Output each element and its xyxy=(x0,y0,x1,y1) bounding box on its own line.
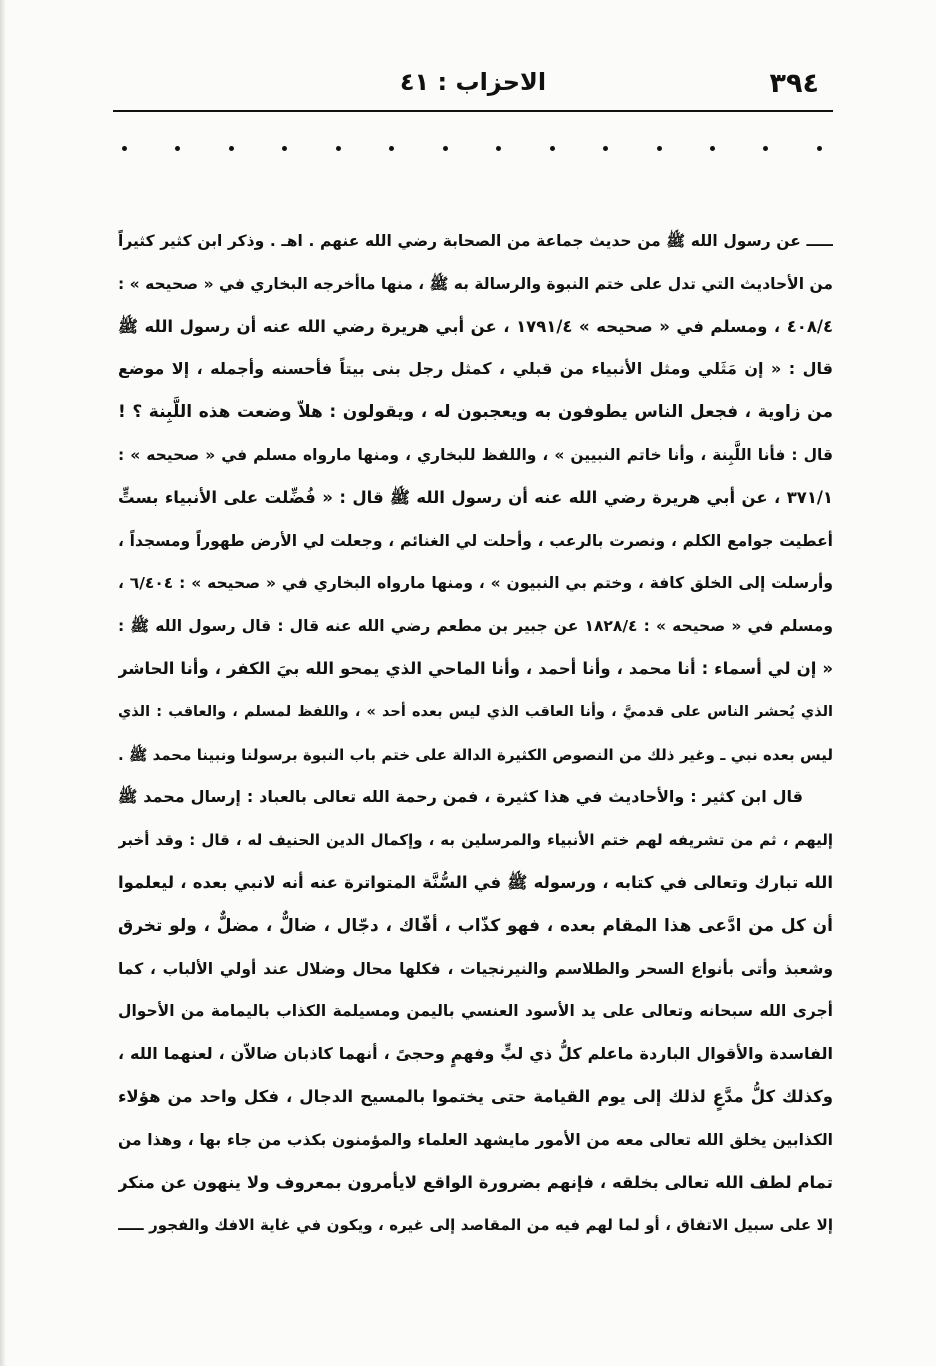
omission-dots xyxy=(122,146,822,151)
text-line: الله تبارك وتعالى في كتابه ، ورسوله ﷺ في السُّنَّة المتواترة عنه أنه لانبي بعده ، ليعلموا xyxy=(118,872,833,892)
text-line: ٤٠٨/٤ ، ومسلم في « صحيحه » ١٧٩١/٤ ، عن أبي هريرة رضي الله عنه أن رسول الله ﷺ xyxy=(118,316,833,336)
header-rule xyxy=(113,110,833,112)
text-line: الفاسدة والأقوال الباردة ماعلم كلُّ ذي لبٍّ وفهمٍ وحجىً ، أنهما كاذبان ضالاّن ، لعنهما الله ، xyxy=(118,1044,833,1064)
chapter-title: الاحزاب : ٤١ xyxy=(399,68,547,96)
dot-mark xyxy=(122,146,127,151)
dot-mark xyxy=(443,146,448,151)
page-header xyxy=(113,58,833,108)
text-line: الذي يُحشر الناس على قدميَّ ، وأنا العاقب الذي ليس بعده أحد » ، واللفظ لمسلم ، والعاقب : الذي xyxy=(118,703,833,720)
text-line: قال : فأنا اللَّبِنة ، وأنا خاتم النبيين » ، واللفظ للبخاري ، ومنها مارواه مسلم في « صحيحه » : xyxy=(118,445,833,464)
text-line: إليهم ، ثم من تشريفه لهم ختم الأنبياء والمرسلين به ، وإكمال الدين الحنيف له ، قال : وقد أخبر xyxy=(118,831,833,850)
dot-mark xyxy=(550,146,555,151)
dot-mark xyxy=(817,146,822,151)
text-line: ومسلم في « صحيحه » : ١٨٢٨/٤ عن جبير بن مطعم رضي الله عنه قال : قال رسول الله ﷺ : xyxy=(118,617,833,636)
text-line: من الأحاديث التي تدل على ختم النبوة والرسالة به ﷺ ، منها ماأخرجه البخاري في « صحيحه » : xyxy=(118,274,833,293)
text-line: وشعبذ وأتى بأنواع السحر والطلاسم والنيرنجيات ، فكلها محال وضلال عند أولي الألباب ، كما xyxy=(118,959,833,978)
dot-mark xyxy=(496,146,501,151)
dot-mark xyxy=(229,146,234,151)
dot-mark xyxy=(710,146,715,151)
text-line: الكذابين يخلق الله تعالى معه من الأمور مايشهد العلماء والمؤمنون بكذب من جاء بها ، وهذا من xyxy=(118,1130,833,1149)
text-line: ٣٧١/١ ، عن أبي هريرة رضي الله عنه أن رسول الله ﷺ قال : « فُضِّلت على الأنبياء بستٍّ xyxy=(118,487,833,507)
dot-mark xyxy=(336,146,341,151)
text-line: أن كل من ادَّعى هذا المقام بعده ، فهو كذّاب ، أفّاك ، دجّال ، ضالٌّ ، مضلٌّ ، ولو تخرق xyxy=(118,915,833,936)
text-line: أجرى الله سبحانه وتعالى على يد الأسود العنسي باليمن ومسيلمة الكذاب باليمامة من الأحوال xyxy=(118,1002,833,1021)
text-line: تمام لطف الله تعالى بخلقه ، فإنهم بضرورة الواقع لايأمرون بمعروف ولا ينهون عن منكر xyxy=(118,1172,833,1192)
body-text xyxy=(118,220,833,1247)
scan-edge-shadow xyxy=(0,0,6,1366)
text-line: من زاوية ، فجعل الناس يطوفون به ويعجبون له ، ويقولون : هلاّ وضعت هذه اللَّبِنة ؟ ! xyxy=(118,402,833,423)
text-line: ـــــ عن رسول الله ﷺ من حديث جماعة من الصحابة رضي الله عنهم . اهـ . وذكر ابن كثير كثيراً xyxy=(118,232,833,250)
dot-mark xyxy=(603,146,608,151)
dot-mark xyxy=(389,146,394,151)
text-line: وكذلك كلُّ مدَّعٍ لذلك إلى يوم القيامة حتى يختموا بالمسيح الدجال ، فكل واحد من هؤلاء xyxy=(118,1086,833,1106)
text-line: ليس بعده نبي ـ وغير ذلك من النصوص الكثيرة الدالة على ختم باب النبوة برسولنا ونبينا محمد ﷺ . xyxy=(118,745,833,764)
text-line: وأرسلت إلى الخلق كافة ، وختم بي النبيون » ، ومنها مارواه البخاري في « صحيحه » : ٦/٤٠٤ ، xyxy=(118,574,833,593)
text-line: قال : « إن مَثَلي ومثل الأنبياء من قبلي ، كمثل رجل بنى بيتاً فأحسنه وأجمله ، إلا موضع xyxy=(118,359,833,379)
dot-mark xyxy=(175,146,180,151)
page-number: ٣٩٤ xyxy=(769,68,819,99)
text-line: أعطيت جوامع الكلم ، ونصرت بالرعب ، وأحلت لي الغنائم ، وجعلت لي الأرض طهوراً ومسجداً ، xyxy=(118,531,833,550)
text-line: « إن لي أسماء : أنا محمد ، وأنا أحمد ، وأنا الماحي الذي يمحو الله بيَ الكفر ، وأنا الحاشر xyxy=(118,658,833,678)
paragraph-start-line: قال ابن كثير : والأحاديث في هذا كثيرة ، فمن رحمة الله تعالى بالعباد : إرسال محمد ﷺ xyxy=(118,787,803,807)
text-line: إلا على سبيل الاتفاق ، أو لما لهم فيه من المقاصد إلى غيره ، ويكون في غاية الافك والفجور ـــــ xyxy=(118,1216,833,1235)
dot-mark xyxy=(763,146,768,151)
dot-mark xyxy=(282,146,287,151)
dot-mark xyxy=(657,146,662,151)
